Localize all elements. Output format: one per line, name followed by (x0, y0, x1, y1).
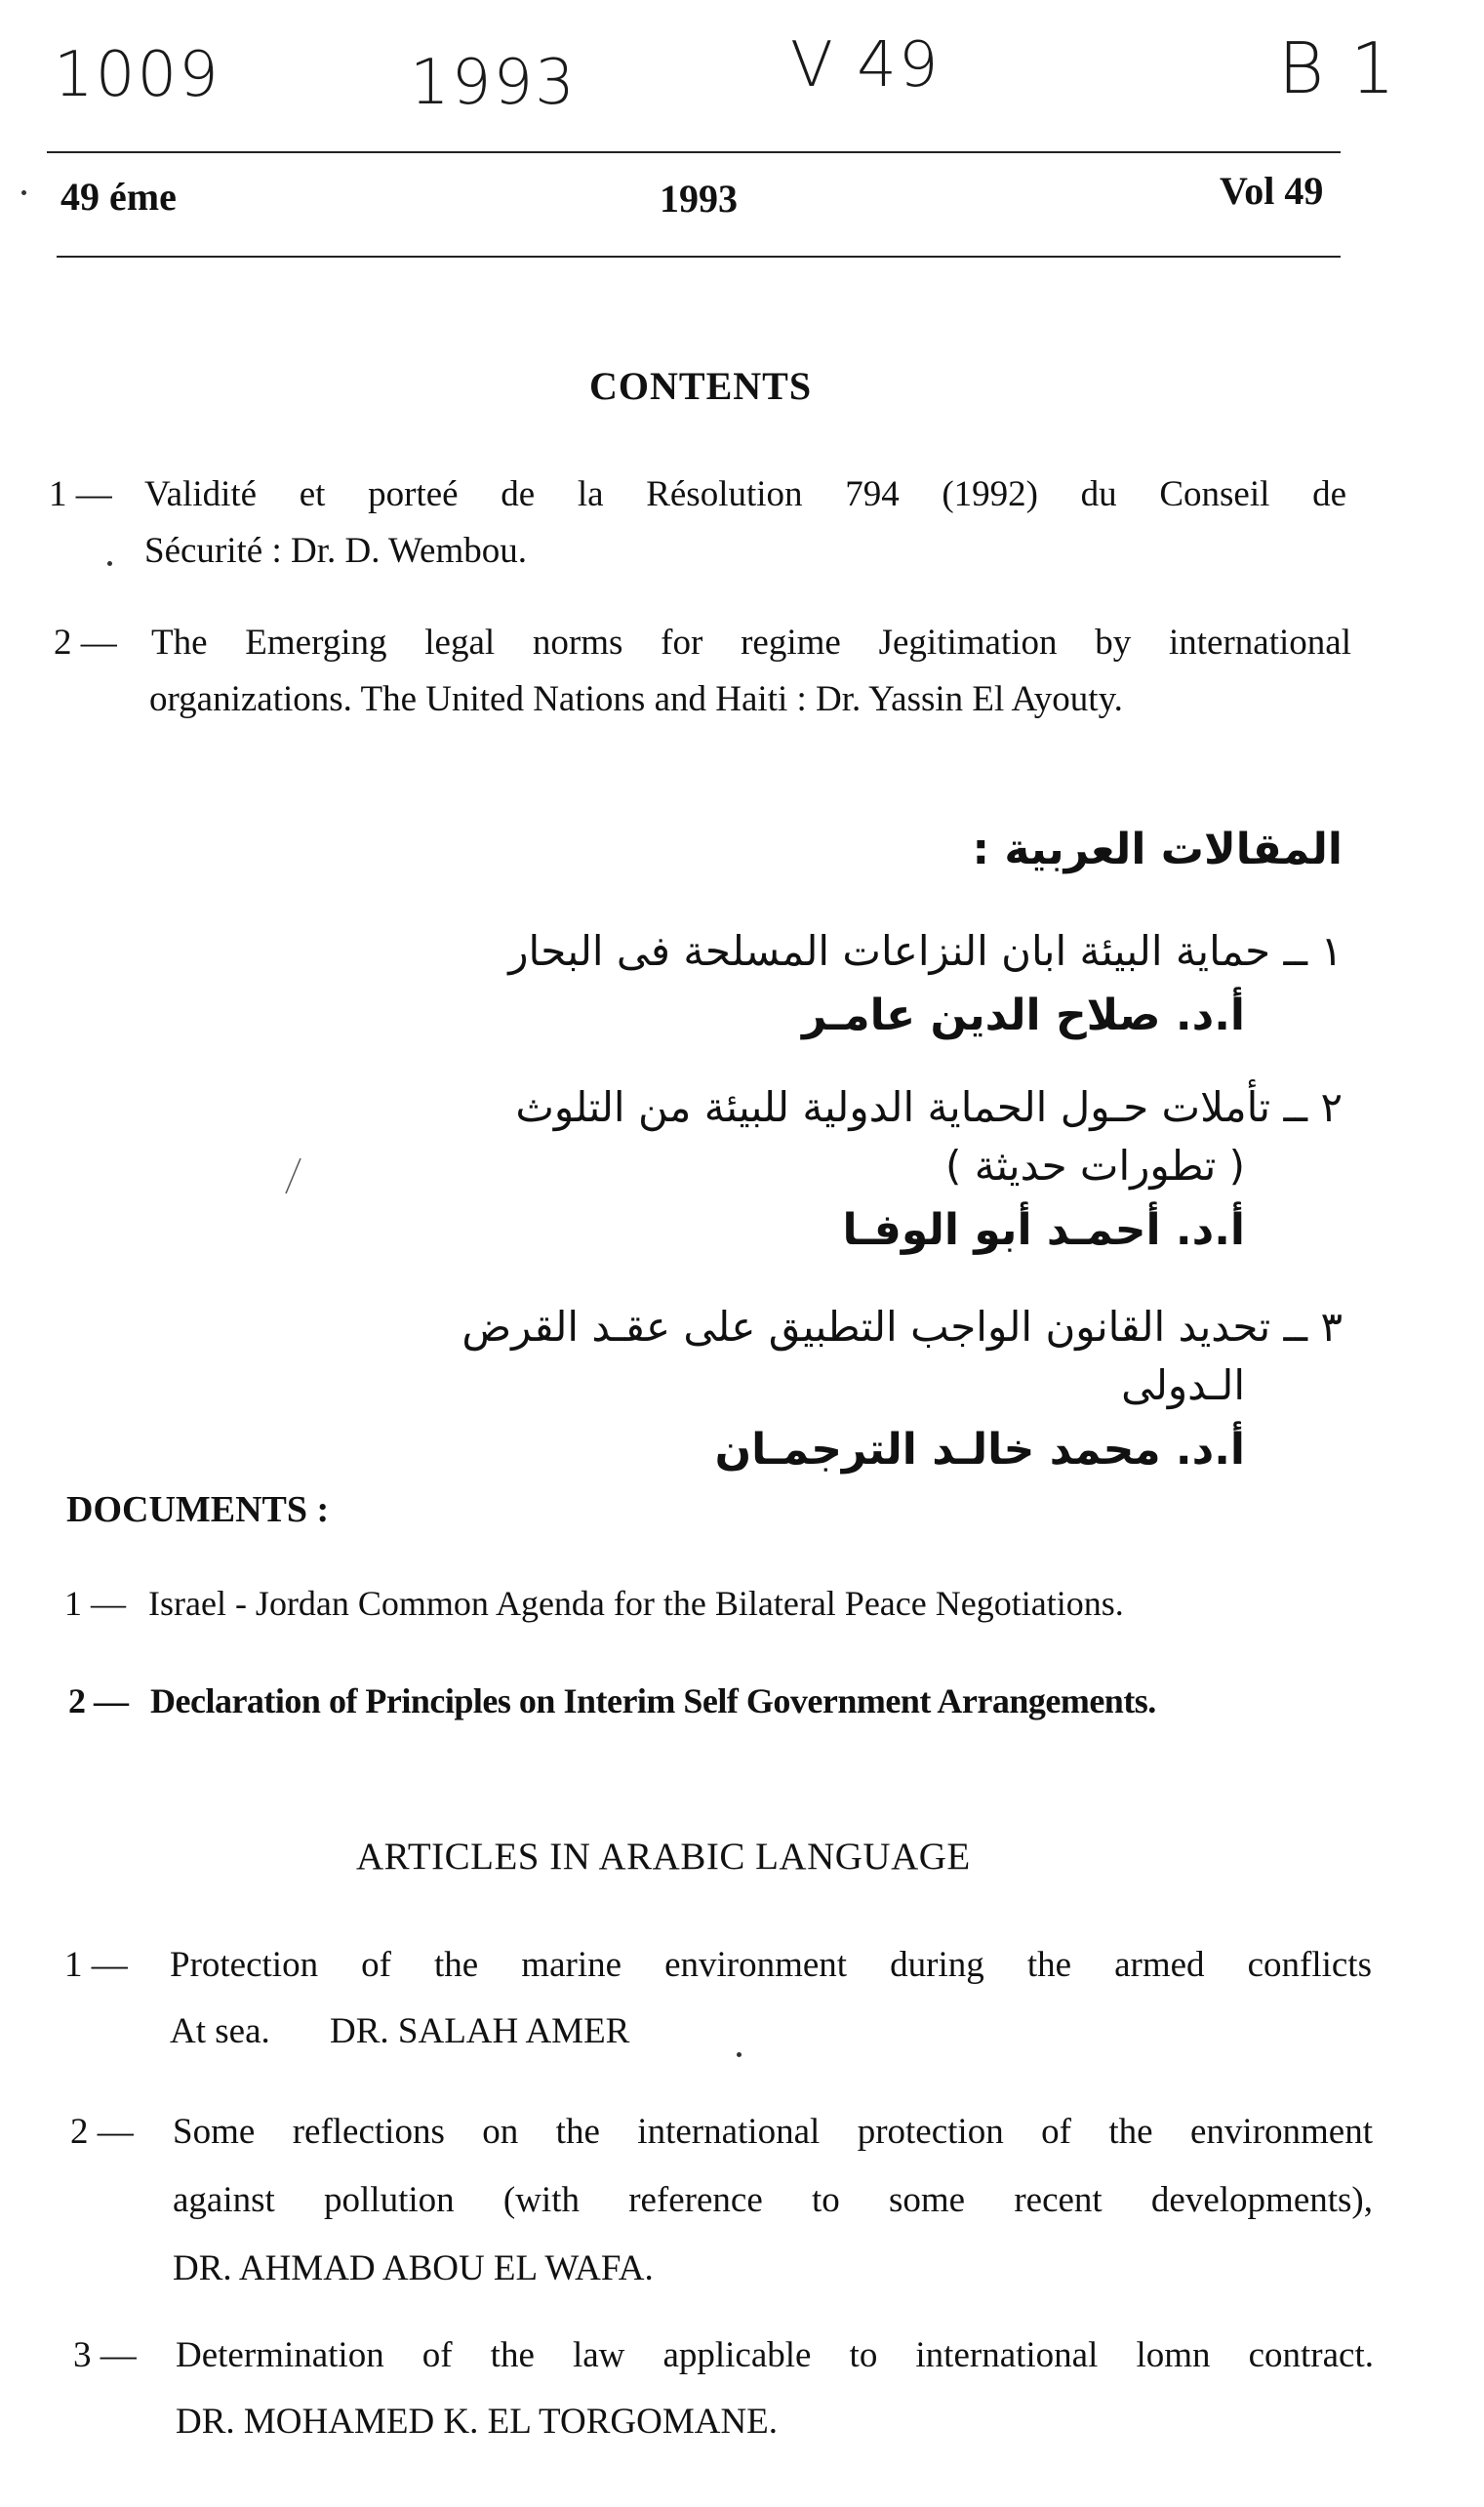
item-text-line-2: organizations. The United Nations and Haiti : Dr. Yassin El Ayouty. (149, 679, 1123, 719)
item-text: Israel - Jordan Common Agenda for the Bilateral Peace Negotiations. (148, 1584, 1124, 1623)
handwritten-code-3: V 49 (790, 29, 941, 101)
header-year: 1993 (660, 177, 738, 221)
arabic-heading: المقالات العربية : (972, 825, 1343, 874)
item-text: Declaration of Principles on Interim Self Government Arrangements. (150, 1681, 1156, 1720)
scan-speck (21, 190, 26, 195)
arabic-item-3-author: أ.د. محمد خالـد الترجمـان (714, 1425, 1245, 1475)
articles-arabic-title: ARTICLES IN ARABIC LANGUAGE (356, 1836, 971, 1878)
item-number: 2 — (70, 2112, 134, 2152)
item-text-line-2 (170, 1999, 1372, 2065)
arabic-item-3-title: ٣ ــ تحديد القانون الواجب التطبيق على عقـد القرض (461, 1303, 1343, 1351)
item-number: 1 — (64, 1945, 128, 1985)
header-issue: 49 éme (60, 175, 177, 219)
item-text-line-3: DR. AHMAD ABOU EL WAFA. (173, 2248, 654, 2288)
documents-item-2 (68, 1680, 1156, 1721)
arabic-item-1-title: ١ ــ حماية البيئة ابان النزاعات المسلحة فى البحار (508, 927, 1343, 975)
item-number: 1 — (49, 474, 112, 514)
item-text-line-1: The Emerging legal norms for regime Jegitimation by international (151, 623, 1351, 663)
item-author: DR. SALAH AMER (330, 2011, 630, 2051)
arabic-item-2-title: ٢ ــ تأملات حـول الحماية الدولية للبيئة من التلوث (515, 1083, 1343, 1131)
handwritten-code-4: B 1 (1278, 27, 1397, 109)
handwritten-code-2: 1993 (410, 47, 577, 119)
scan-speck (107, 561, 112, 566)
item-number: 3 — (73, 2335, 137, 2375)
item-text-line-1: Some reflections on the international protection of the environment (173, 2112, 1373, 2152)
item-text-line-2: DR. MOHAMED K. EL TORGOMANE. (176, 2402, 779, 2442)
item-location: At sea. (170, 2011, 270, 2051)
contents-title: CONTENTS (589, 364, 813, 408)
scan-stray-mark (283, 1156, 302, 1195)
arabic-item-3-subtitle: الـدولى (1121, 1361, 1245, 1409)
item-text-line-2: against pollution (with reference to some recent developments), (173, 2180, 1373, 2220)
item-text-line-1: Validité et porteé de la Résolution 794 (1992) du Conseil de (144, 474, 1346, 514)
documents-item-1 (64, 1583, 1124, 1624)
scan-speck (737, 2052, 742, 2057)
item-number: 1 — (64, 1584, 126, 1623)
item-number: 2 — (54, 623, 117, 663)
item-number: 2 — (68, 1681, 129, 1720)
item-text-line-1: Determination of the law applicable to international lomn contract. (176, 2335, 1374, 2375)
arabic-item-1-author: أ.د. صلاح الدين عامـر (801, 991, 1245, 1040)
header-volume: Vol 49 (1220, 169, 1324, 213)
item-text-line-2: Sécurité : Dr. D. Wembou. (144, 531, 527, 571)
handwritten-code-1: 1009 (54, 39, 221, 111)
header-top-rule (47, 151, 1341, 153)
documents-title: DOCUMENTS : (66, 1489, 330, 1530)
item-text-line-1: Protection of the marine environment during the armed conflicts (170, 1945, 1372, 1985)
header-bottom-rule (57, 256, 1341, 258)
arabic-item-2-subtitle: ( تطورات حديثة ) (944, 1142, 1245, 1190)
arabic-item-2-author: أ.د. أحمـد أبو الوفـا (842, 1205, 1245, 1255)
